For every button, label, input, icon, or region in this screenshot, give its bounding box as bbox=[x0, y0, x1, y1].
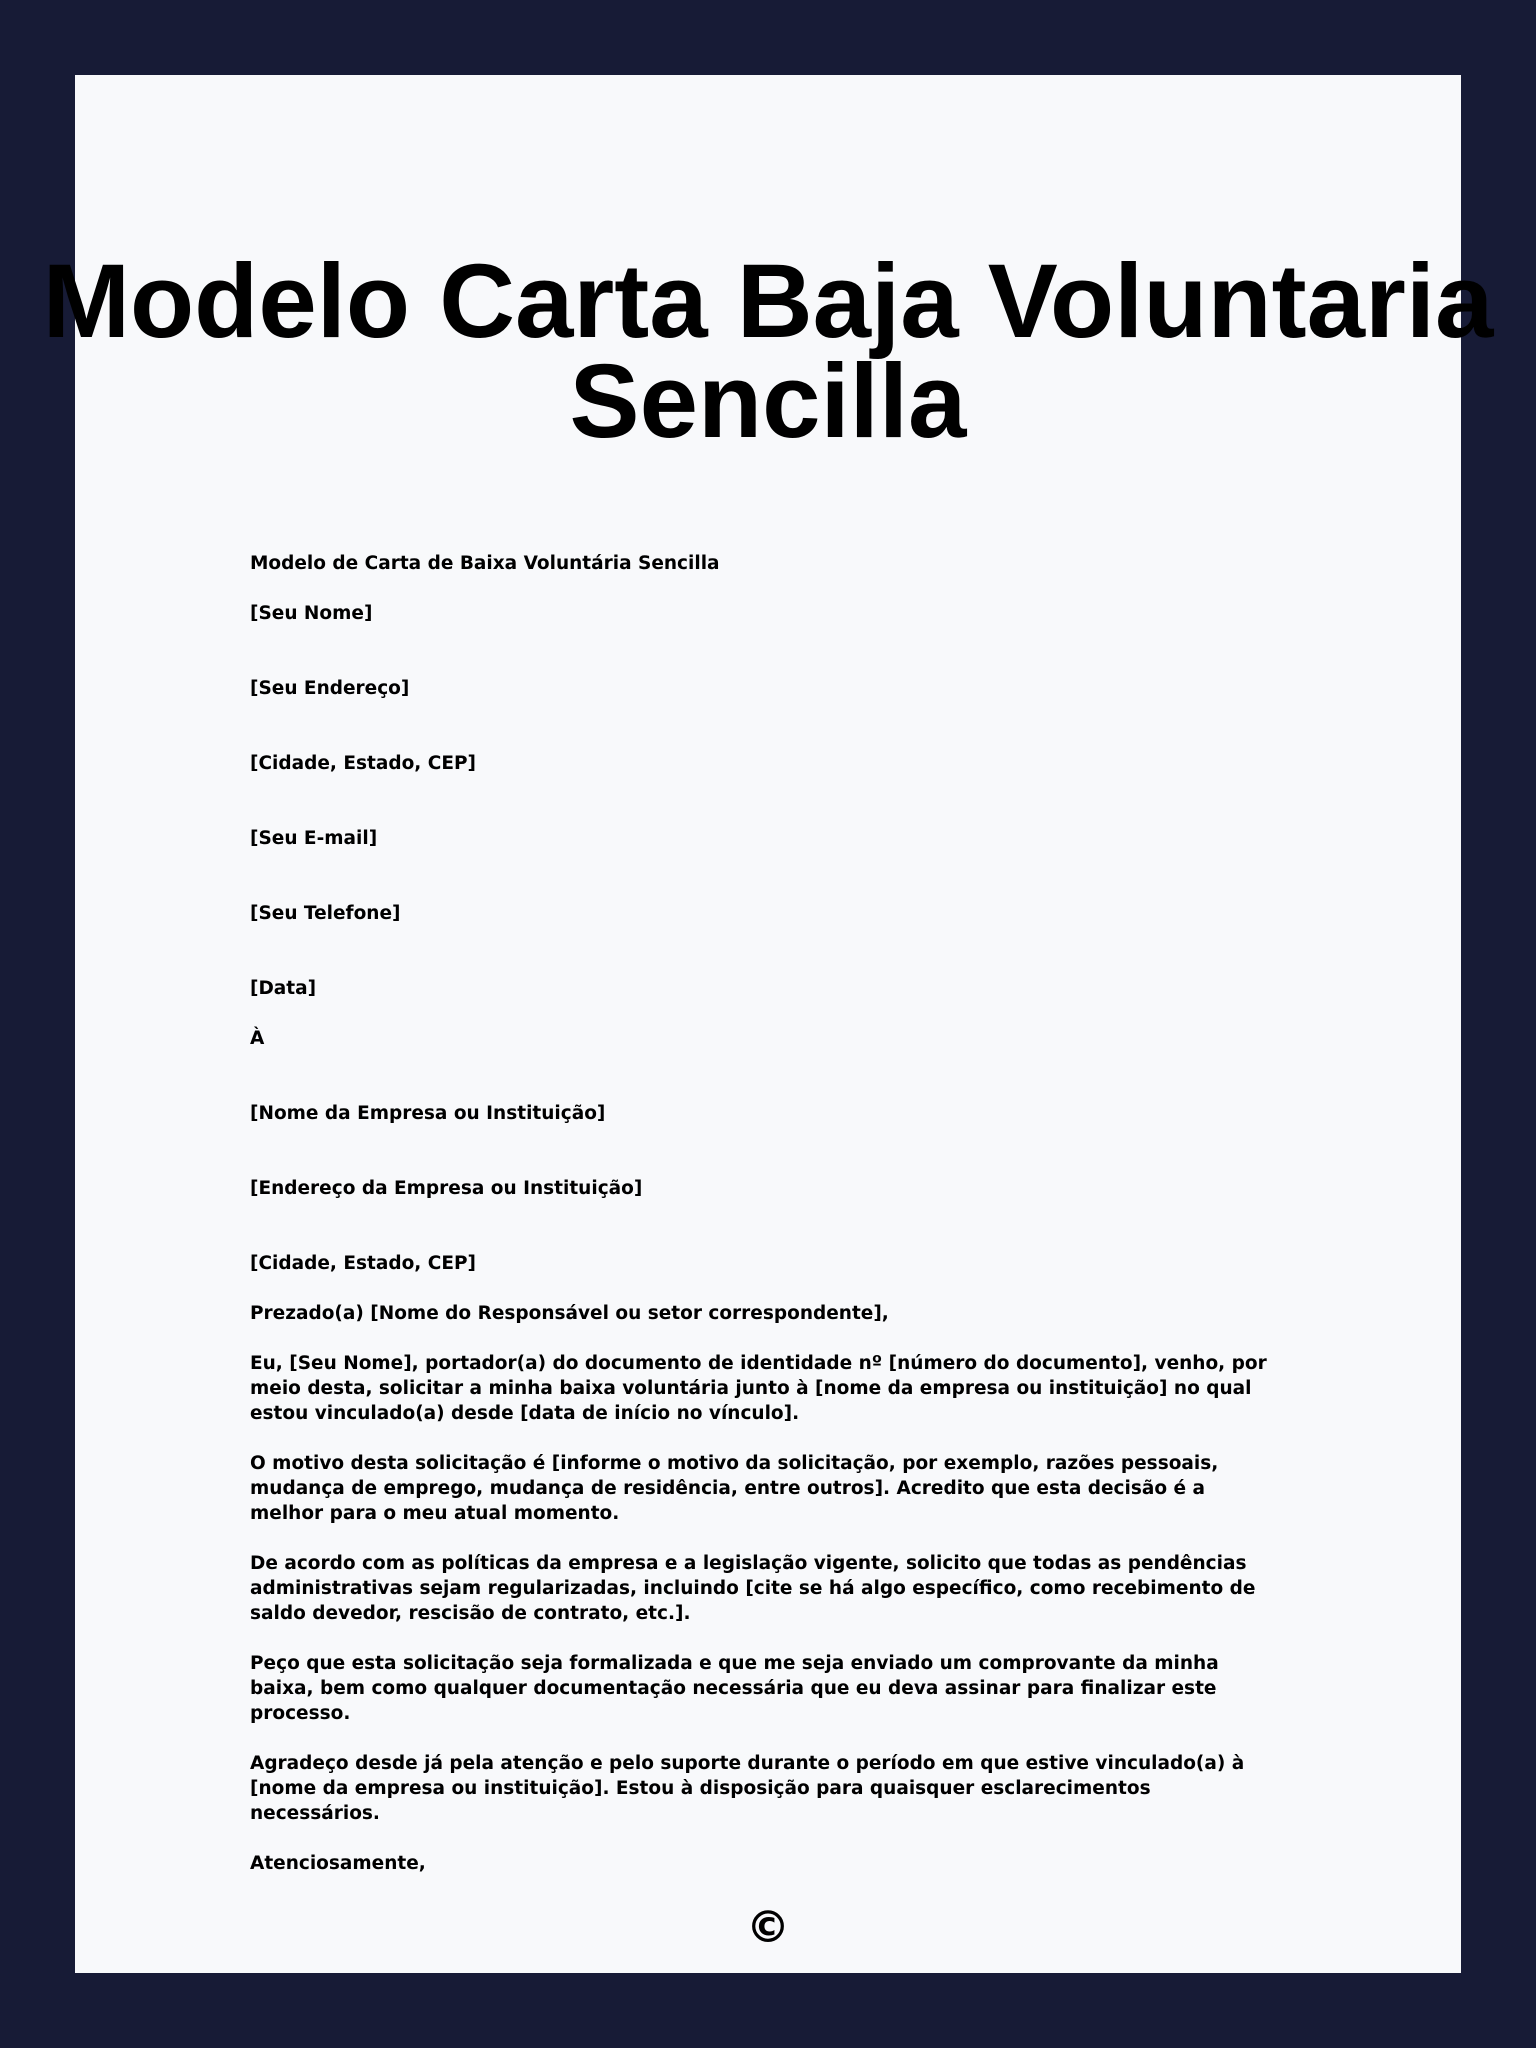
letter-paragraph: De acordo com as políticas da empresa e a legislação vigente, solicito que todas as pendências administrativas sejam regularizadas, incluindo [cite se há algo específico, como recebimento de saldo devedor, rescisão de contrato, etc.]. bbox=[250, 1553, 1256, 1624]
letter-paragraph: Agradeço desde já pela atenção e pelo suporte durante o período em que estive vinculado(a) à [nome da empresa ou instituição]. Estou à disposição para quaisquer esclarecimentos necessários. bbox=[250, 1753, 1245, 1824]
recipient-company: [Nome da Empresa ou Instituição] bbox=[250, 1103, 606, 1124]
sender-name: [Seu Nome] bbox=[250, 603, 373, 624]
letter-closing: Atenciosamente, bbox=[250, 1853, 426, 1874]
letter-paragraph: Eu, [Seu Nome], portador(a) do documento de identidade nº [número do documento], venho, por meio desta, solicitar a minha baixa voluntária junto à [nome da empresa ou instituição] no qual estou vinculado(a) desde [data de início no vínculo]. bbox=[250, 1353, 1267, 1424]
letter-body bbox=[250, 551, 1270, 1901]
sender-email: [Seu E-mail] bbox=[250, 828, 378, 849]
recipient-city: [Cidade, Estado, CEP] bbox=[250, 1253, 476, 1274]
sender-phone: [Seu Telefone] bbox=[250, 903, 401, 924]
letter-heading: Modelo de Carta de Baixa Voluntária Sencilla bbox=[250, 553, 720, 574]
sender-city: [Cidade, Estado, CEP] bbox=[250, 753, 476, 774]
letter-salutation: Prezado(a) [Nome do Responsável ou setor correspondente], bbox=[250, 1303, 889, 1324]
letter-paragraph: Peço que esta solicitação seja formalizada e que me seja enviado um comprovante da minha baixa, bem como qualquer documentação necessária que eu deva assinar para finalizar este processo. bbox=[250, 1653, 1219, 1724]
letter-date: [Data] bbox=[250, 978, 317, 999]
page-title: Modelo Carta Baja Voluntaria Sencilla bbox=[42, 243, 1494, 460]
recipient-to: À bbox=[250, 1028, 265, 1049]
recipient-address: [Endereço da Empresa ou Instituição] bbox=[250, 1178, 643, 1199]
sender-address: [Seu Endereço] bbox=[250, 678, 410, 699]
letter-paragraph: O motivo desta solicitação é [informe o motivo da solicitação, por exemplo, razões pessoais, mudança de emprego, mudança de residência, entre outros]. Acredito que esta decisão é a melhor para o meu atual momento. bbox=[250, 1453, 1219, 1524]
copyright-icon: © bbox=[746, 1902, 790, 1953]
